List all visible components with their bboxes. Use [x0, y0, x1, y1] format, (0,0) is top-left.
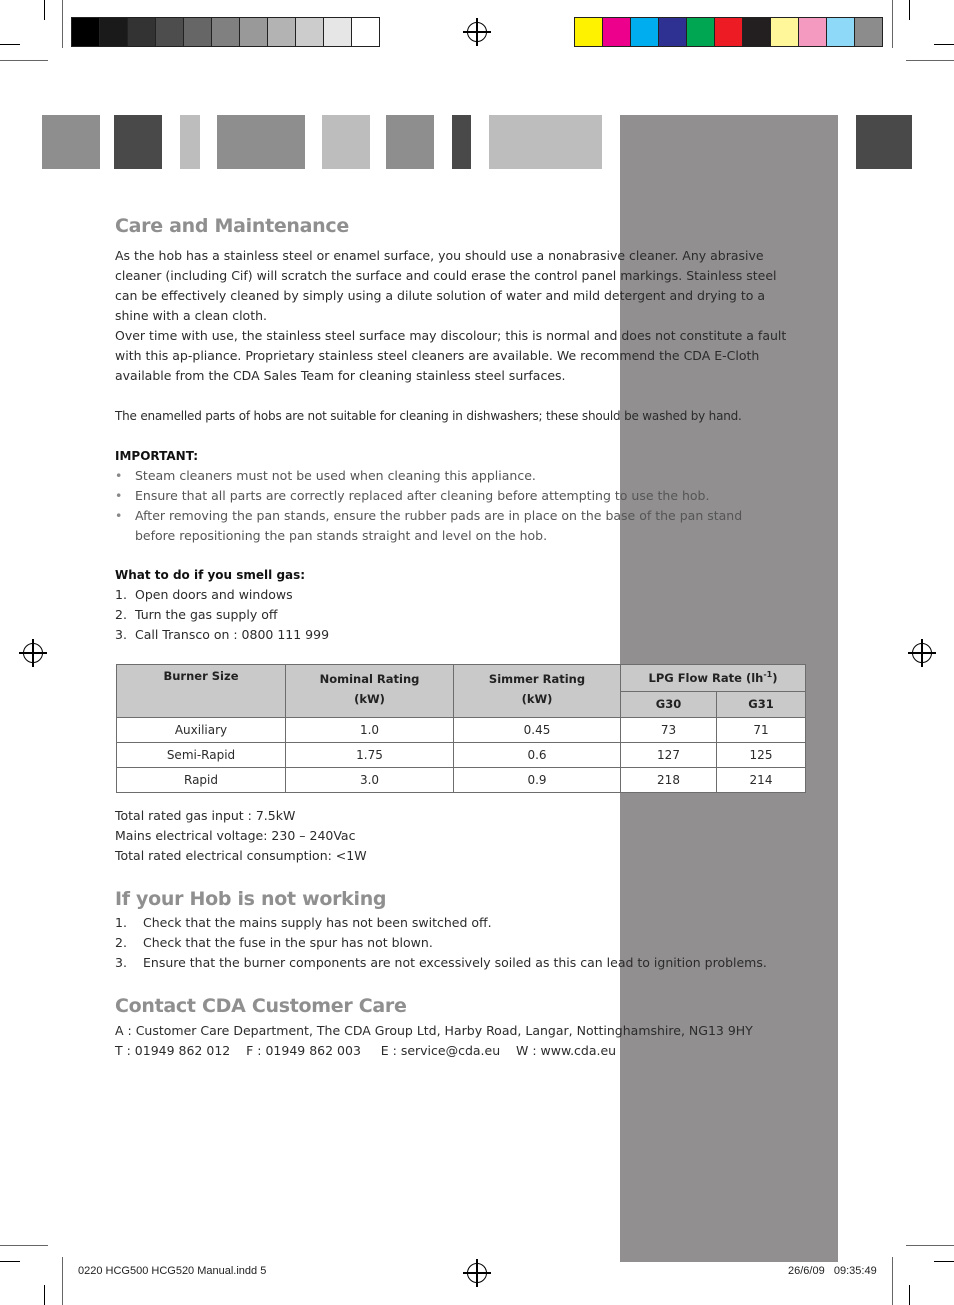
footer-timestamp: 26/6/09 09:35:49: [788, 1265, 877, 1277]
list-item: • After removing the pan stands, ensure the rubber pads are in place on the base of the pan stand before repositioning the pan stands straight and level on the hob.: [115, 506, 775, 546]
header-nominal-rating: Nominal Rating (kW): [286, 665, 454, 718]
header-block: [180, 115, 200, 169]
header-g31: G31: [717, 691, 806, 718]
table-row: [117, 743, 806, 768]
crop-mark: [44, 0, 45, 20]
care-paragraph-1: As the hob has a stainless steel or enamel surface, you should use a nonabrasive cleaner. Any abrasive cleaner (including Cif) will scratch the surface and could erase the control panel markings. Stainless steel can be effectively cleaned by simply using a dilute solution of water and mild detergent and drying to a shine with a clean cloth.: [115, 248, 777, 323]
crop-mark: [62, 0, 63, 48]
important-list: [115, 466, 775, 546]
rating-voltage: Mains electrical voltage: 230 – 240Vac: [115, 828, 356, 843]
header-block: [217, 115, 305, 169]
crop-mark: [0, 1261, 20, 1262]
cell-g30: 218: [621, 768, 717, 793]
colour-swatch: [324, 18, 351, 46]
not-working-list: [115, 913, 805, 973]
header-lpg-flow-rate: LPG Flow Rate $(lh^{-1})$: [621, 665, 806, 692]
registration-mark-icon: [23, 643, 43, 663]
colour-swatch: [352, 18, 379, 46]
header-g30: G30: [621, 691, 717, 718]
list-item: 2. Check that the fuse in the spur has not blown.: [115, 935, 433, 950]
crop-mark: [906, 60, 954, 61]
crop-mark: [0, 1245, 48, 1246]
header-block: [114, 115, 162, 169]
colour-swatch: [240, 18, 267, 46]
colour-swatch: [631, 18, 658, 46]
registration-mark-icon: [467, 22, 487, 42]
cell-g30: 127: [621, 743, 717, 768]
list-item: • Steam cleaners must not be used when cleaning this appliance.: [115, 466, 775, 486]
footer-file-name: 0220 HCG500 HCG520 Manual.indd 5: [78, 1265, 267, 1277]
colour-swatch: [827, 18, 854, 46]
table-row: [117, 768, 806, 793]
colour-swatch: [212, 18, 239, 46]
colour-swatch: [128, 18, 155, 46]
contact-details: T : 01949 862 012 F : 01949 862 003 E : service@cda.eu W : www.cda.eu: [115, 1043, 617, 1058]
crop-mark: [892, 0, 893, 48]
colour-swatch: [799, 18, 826, 46]
list-item: 1. Open doors and windows: [115, 587, 293, 602]
list-item: 3. Ensure that the burner components are not excessively soiled as this can lead to ignition problems.: [115, 955, 767, 970]
crop-mark: [0, 60, 48, 61]
colour-swatch: [268, 18, 295, 46]
colour-swatch: [687, 18, 714, 46]
care-paragraph-2: Over time with use, the stainless steel surface may discolour; this is normal and does not constitute a fault with this ap-pliance. Proprietary stainless steel cleaners are available. We recommend the CDA E-Cloth available from the CDA Sales Team for cleaning stainless steel surfaces.: [115, 328, 787, 383]
cell-g31: 71: [717, 718, 806, 743]
header-block: [322, 115, 370, 169]
crop-mark: [934, 44, 954, 45]
crop-mark: [909, 1285, 910, 1305]
crop-mark: [62, 1257, 63, 1305]
care-paragraph-3: The enamelled parts of hobs are not suitable for cleaning in dishwashers; these should be washed by hand.: [115, 409, 742, 423]
registration-mark-icon: [467, 1263, 487, 1283]
list-item: 2. Turn the gas supply off: [115, 607, 278, 622]
colour-swatch: [715, 18, 742, 46]
rating-consumption: Total rated electrical consumption: <1W: [115, 848, 367, 863]
colour-swatch: [603, 18, 630, 46]
crop-mark: [934, 1261, 954, 1262]
header-block: [42, 115, 100, 169]
cell-burner: Auxiliary: [117, 718, 286, 743]
header-block: [452, 115, 471, 169]
important-label: IMPORTANT:: [115, 449, 199, 463]
cell-nominal: 3.0: [286, 768, 454, 793]
cell-nominal: 1.75: [286, 743, 454, 768]
crop-mark: [906, 1245, 954, 1246]
header-simmer-rating: Simmer Rating (kW): [454, 665, 621, 718]
cell-burner: Rapid: [117, 768, 286, 793]
cell-g31: 214: [717, 768, 806, 793]
list-item: 1. Check that the mains supply has not been switched off.: [115, 915, 492, 930]
colour-swatch: [575, 18, 602, 46]
list-item: 3. Call Transco on : 0800 111 999: [115, 627, 330, 642]
cell-g31: 125: [717, 743, 806, 768]
colour-swatch: [743, 18, 770, 46]
table-row: [117, 718, 806, 743]
care-heading: Care and Maintenance: [115, 215, 349, 237]
burner-spec-table: [116, 664, 806, 793]
cell-simmer: 0.6: [454, 743, 621, 768]
crop-mark: [44, 1285, 45, 1305]
colour-swatch: [72, 18, 99, 46]
rating-gas-input: Total rated gas input : 7.5kW: [115, 808, 296, 823]
colour-swatch: [855, 18, 882, 46]
list-item: • Ensure that all parts are correctly replaced after cleaning before attempting to use the hob.: [115, 486, 775, 506]
colour-swatch: [296, 18, 323, 46]
gas-steps-list: [115, 585, 515, 645]
colour-swatch: [184, 18, 211, 46]
contact-heading: Contact CDA Customer Care: [115, 995, 407, 1017]
cell-burner: Semi-Rapid: [117, 743, 286, 768]
header-block: [386, 115, 434, 169]
registration-mark-icon: [912, 643, 932, 663]
crop-mark: [0, 44, 20, 45]
gas-smell-label: What to do if you smell gas:: [115, 568, 306, 582]
cell-g30: 73: [621, 718, 717, 743]
colour-swatch: [100, 18, 127, 46]
header-block: [856, 115, 912, 169]
cell-simmer: 0.9: [454, 768, 621, 793]
colour-swatch: [771, 18, 798, 46]
contact-address: A : Customer Care Department, The CDA Group Ltd, Harby Road, Langar, Nottinghamshire, NG13 9HY: [115, 1023, 753, 1038]
crop-mark: [909, 0, 910, 20]
cell-nominal: 1.0: [286, 718, 454, 743]
header-burner-size: Burner Size: [117, 665, 286, 718]
cell-simmer: 0.45: [454, 718, 621, 743]
colour-swatch: [156, 18, 183, 46]
header-block: [489, 115, 602, 169]
colour-swatch: [659, 18, 686, 46]
crop-mark: [892, 1257, 893, 1305]
not-working-heading: If your Hob is not working: [115, 888, 387, 910]
